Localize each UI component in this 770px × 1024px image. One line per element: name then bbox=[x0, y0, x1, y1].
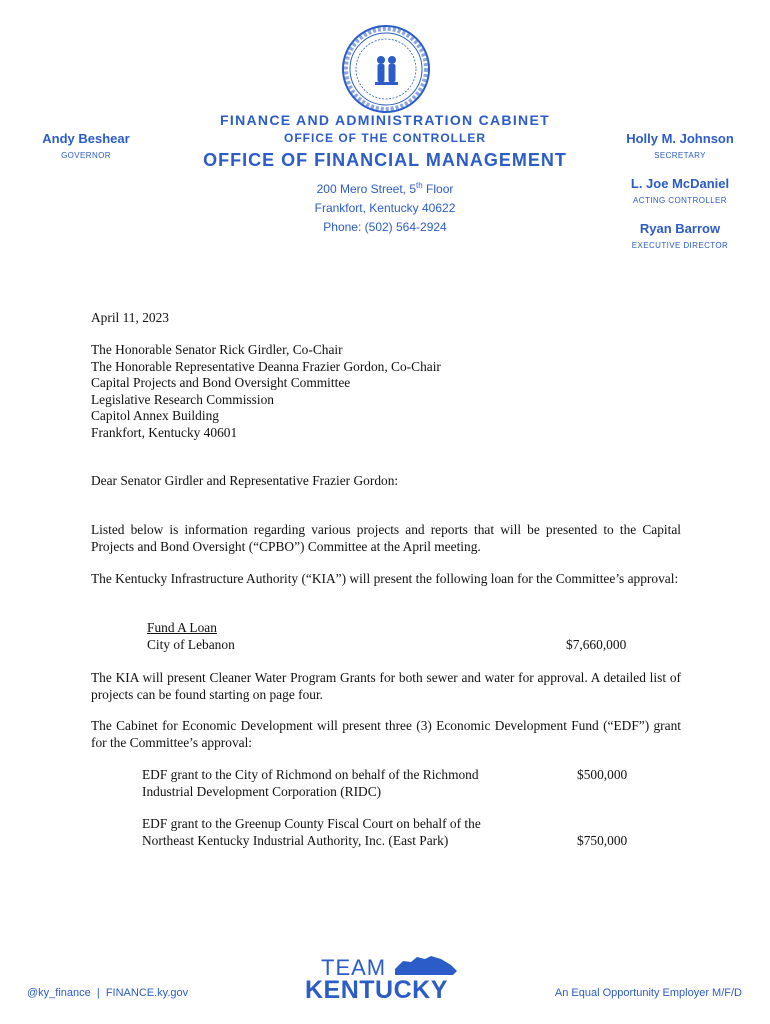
governor-name: Andy Beshear bbox=[42, 131, 130, 146]
paragraph-cleaner-water: The KIA will present Cleaner Water Program Grants for both sewer and water for approval. A detailed list of projects can be found starting on page four. bbox=[91, 670, 681, 702]
address-city: Frankfort, Kentucky 40622 bbox=[314, 201, 456, 215]
governor-title: GOVERNOR bbox=[61, 151, 111, 160]
cabinet-name: FINANCE AND ADMINISTRATION CABINET bbox=[220, 112, 550, 128]
salutation: Dear Senator Girdler and Representative Frazier Gordon: bbox=[91, 473, 399, 488]
addressee-block bbox=[91, 342, 681, 441]
logo-team-text: TEAM bbox=[321, 955, 387, 980]
addressee-line: Capital Projects and Bond Oversight Committee bbox=[91, 375, 351, 390]
logo-kentucky-text: KENTUCKY bbox=[305, 976, 448, 1003]
paragraph-edf: The Cabinet for Economic Development will present three (3) Economic Development Fund (“EDF”) grant for the Committee’s approval: bbox=[91, 718, 681, 750]
controller-block bbox=[615, 176, 745, 206]
edf-grant-amount: $750,000 bbox=[577, 833, 628, 848]
governor-block bbox=[40, 131, 132, 161]
director-title: EXECUTIVE DIRECTOR bbox=[631, 241, 729, 250]
letter-date: April 11, 2023 bbox=[91, 310, 169, 325]
addressee-line: The Honorable Representative Deanna Frazier Gordon, Co-Chair bbox=[91, 358, 441, 374]
secretary-title: SECRETARY bbox=[654, 151, 706, 160]
kentucky-seal-icon bbox=[341, 24, 431, 114]
addressee-line: Legislative Research Commission bbox=[91, 391, 274, 407]
secretary-block bbox=[615, 131, 745, 161]
office-controller: OFFICE OF THE CONTROLLER bbox=[284, 131, 486, 145]
controller-title: ACTING CONTROLLER bbox=[633, 196, 727, 205]
office-name: OFFICE OF FINANCIAL MANAGEMENT bbox=[203, 150, 567, 170]
loan-recipient: City of Lebanon bbox=[147, 637, 235, 652]
officials-right bbox=[615, 131, 745, 266]
edf-grant-amount: $500,000 bbox=[577, 767, 628, 782]
footer-social-links: @ky_finance | FINANCE.ky.gov bbox=[27, 987, 189, 999]
paragraph-cpbo: Listed below is information regarding various projects and reports that will be presented to the Capital Projects and Bond Oversight (“CPBO”) Committee at the April meeting. bbox=[91, 522, 681, 554]
kentucky-state-outline-icon bbox=[395, 956, 457, 975]
office-address bbox=[190, 176, 580, 237]
loan-amount: $7,660,000 bbox=[566, 637, 627, 652]
edf-grant-description: EDF grant to the Greenup County Fiscal Court on behalf of the Northeast Kentucky Industrial Authority, Inc. (East Park) bbox=[142, 816, 481, 848]
controller-name: L. Joe McDaniel bbox=[630, 176, 730, 191]
director-name: Ryan Barrow bbox=[639, 221, 721, 236]
footer-eoe-statement: An Equal Opportunity Employer M/F/D bbox=[554, 987, 742, 999]
address-phone: Phone: (502) 564-2924 bbox=[323, 220, 447, 234]
paragraph-kia-loan: The Kentucky Infrastructure Authority (“KIA”) will present the following loan for the Committee’s approval: bbox=[91, 571, 679, 586]
addressee-line: Frankfort, Kentucky 40601 bbox=[91, 424, 238, 440]
addressee-line: Capitol Annex Building bbox=[91, 408, 219, 423]
director-block bbox=[615, 221, 745, 251]
address-street: 200 Mero Street, 5th Floor bbox=[316, 181, 454, 196]
addressee-line: The Honorable Senator Rick Girdler, Co-Chair bbox=[91, 342, 343, 357]
edf-grant-description: EDF grant to the City of Richmond on behalf of the Richmond Industrial Development Corporation (RIDC) bbox=[142, 767, 479, 799]
team-kentucky-logo bbox=[303, 953, 468, 1003]
secretary-name: Holly M. Johnson bbox=[626, 131, 734, 146]
loan-heading: Fund A Loan bbox=[147, 620, 217, 635]
